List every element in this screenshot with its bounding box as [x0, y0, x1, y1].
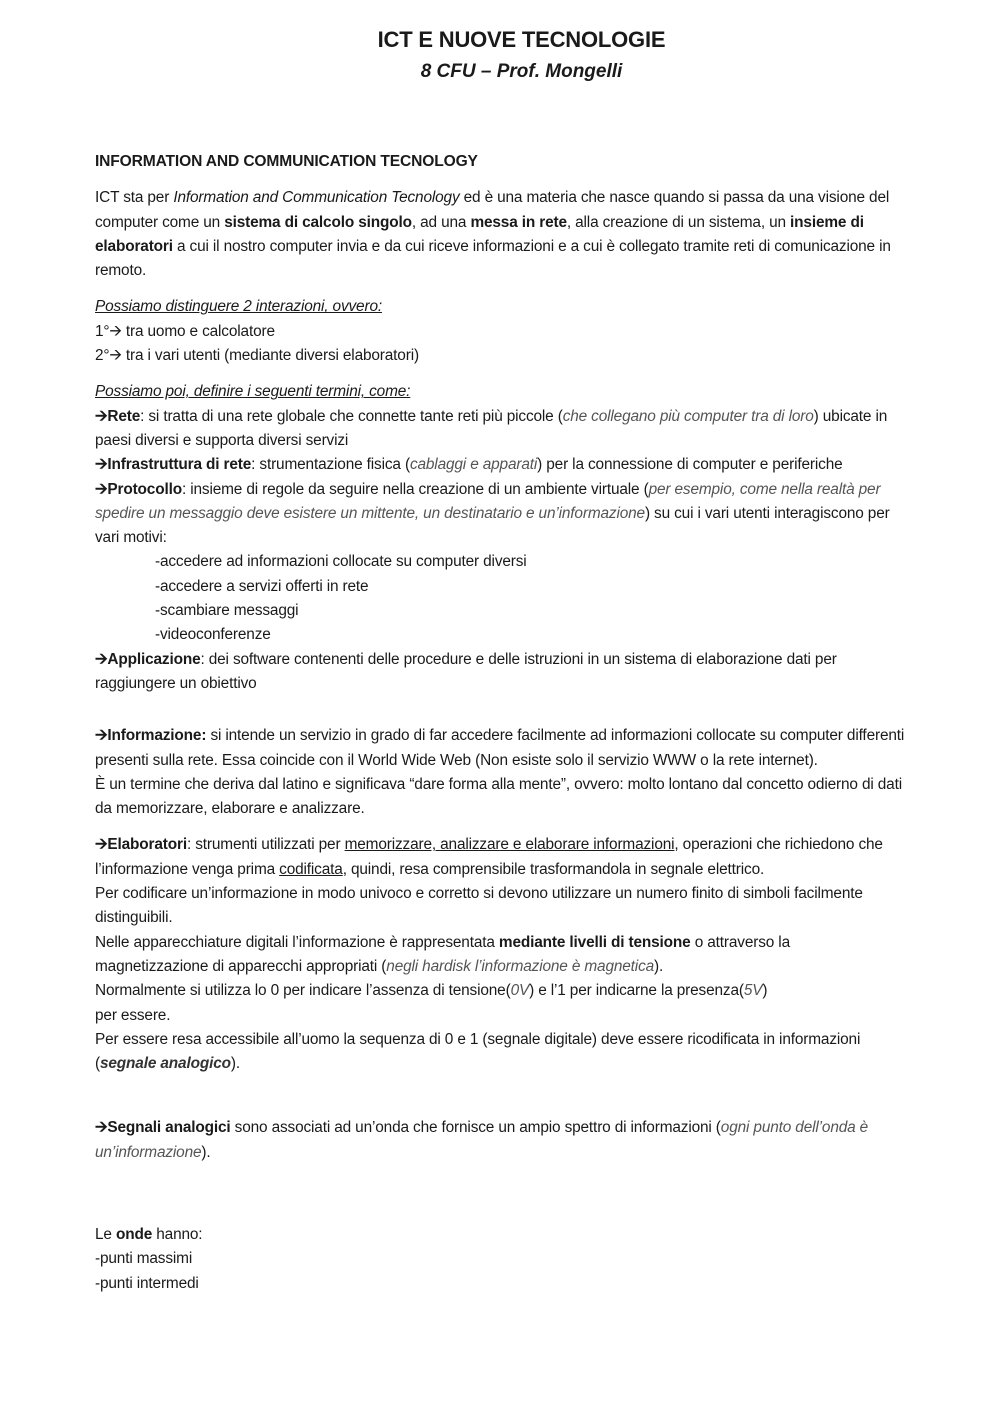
list-item: -accedere a servizi offerti in rete: [155, 577, 369, 595]
interactions-heading: Possiamo distinguere 2 interazioni, ovvero:: [95, 298, 382, 316]
term-rete: 🡪Rete: si tratta di una rete globale che connette tante reti più piccole (che collegano più computer tra di loro) ubicate in paesi diversi e supporta diversi servizi: [95, 407, 888, 449]
list-item: -punti massimi: [95, 1250, 193, 1268]
section-heading: INFORMATION AND COMMUNICATION TECNOLOGY: [95, 153, 478, 170]
arrow-icon: 🡪: [95, 407, 108, 425]
elaboratori-paragraph: per essere.: [95, 1006, 171, 1024]
elaboratori-paragraph: Per essere resa accessibile all’uomo la sequenza di 0 e 1 (segnale digitale) deve essere ricodificata in informazioni (segnale analogico).: [95, 1030, 861, 1073]
interaction-item: 2°🡪 tra i vari utenti (mediante diversi elaboratori): [95, 347, 419, 365]
document-title: ICT E NUOVE TECNOLOGIE: [377, 27, 666, 52]
list-item: -videoconferenze: [155, 626, 271, 644]
terms-heading: Possiamo poi, definire i seguenti termini, come:: [95, 383, 411, 401]
arrow-icon: 🡪: [95, 650, 108, 668]
list-item: -scambiare messaggi: [155, 602, 299, 620]
document-subtitle: 8 CFU – Prof. Mongelli: [420, 61, 623, 82]
elaboratori-paragraph: Normalmente si utilizza lo 0 per indicare l’assenza di tensione(0V) e l’1 per indicarne la presenza(5V): [95, 982, 768, 1000]
interaction-item: 1°🡪 tra uomo e calcolatore: [95, 322, 275, 340]
arrow-icon: 🡪: [95, 836, 108, 854]
document-body: [95, 150, 907, 1296]
informazione-etymology: È un termine che deriva dal latino e significava “dare forma alla mente”, ovvero: molto lontano dal concetto odierno di dati da memorizzare, elaborare e analizzare.: [95, 775, 902, 818]
arrow-icon: 🡪: [95, 480, 108, 498]
list-item: -punti intermedi: [95, 1274, 199, 1292]
term-elaboratori: 🡪Elaboratori: strumenti utilizzati per memorizzare, analizzare e elaborare informazioni, operazioni che richiedono che l’informazione venga prima codificata, quindi, resa comprensibile trasformandola in segnale elettrico.: [95, 836, 883, 878]
arrow-icon: 🡪: [95, 727, 108, 745]
term-protocollo: 🡪Protocollo: insieme di regole da seguire nella creazione di un ambiente virtuale (per esempio, come nella realtà per spedire un messaggio deve esistere un mittente, un destinatario e un’informazione) su cui i vari utenti interagiscono per vari motivi:: [95, 480, 890, 547]
elaboratori-paragraph: Per codificare un’informazione in modo univoco e corretto si devono utilizzare un numero finito di simboli facilmente distinguibili.: [95, 885, 863, 927]
intro-paragraph: ICT sta per Information and Communication Tecnology ed è una materia che nasce quando si passa da una visione del computer come un sistema di calcolo singolo, ad una messa in rete, alla creazione di un sistema, un insieme di elaboratori a cui il nostro computer invia e da cui riceve informazioni e a cui è collegato tramite reti di comunicazione in remoto.: [95, 189, 891, 280]
elaboratori-paragraph: Nelle apparecchiature digitali l’informazione è rappresentata mediante livelli di tensione o attraverso la magnetizzazione di apparecchi appropriati (negli hardisk l’informazione è magnetica).: [95, 933, 790, 975]
onde-heading: Le onde hanno:: [95, 1225, 203, 1243]
term-informazione: 🡪Informazione: si intende un servizio in grado di far accedere facilmente ad informazioni collocate su computer differenti presenti sulla rete. Essa coincide con il World Wide Web (Non esiste solo il servizio WWW o la rete internet).: [95, 727, 905, 769]
term-applicazione: 🡪Applicazione: dei software contenenti delle procedure e delle istruzioni in un sistema di elaborazione dati per raggiungere un obiettivo: [95, 650, 837, 692]
arrow-icon: 🡪: [95, 1119, 108, 1137]
list-item: -accedere ad informazioni collocate su computer diversi: [155, 553, 527, 571]
term-infrastruttura: 🡪Infrastruttura di rete: strumentazione fisica (cablaggi e apparati) per la connessione di computer e periferiche: [95, 456, 843, 474]
term-segnali-analogici: 🡪Segnali analogici sono associati ad un’onda che fornisce un ampio spettro di informazioni (ogni punto dell’onda è un’informazione).: [95, 1119, 869, 1161]
arrow-icon: 🡪: [95, 456, 108, 474]
